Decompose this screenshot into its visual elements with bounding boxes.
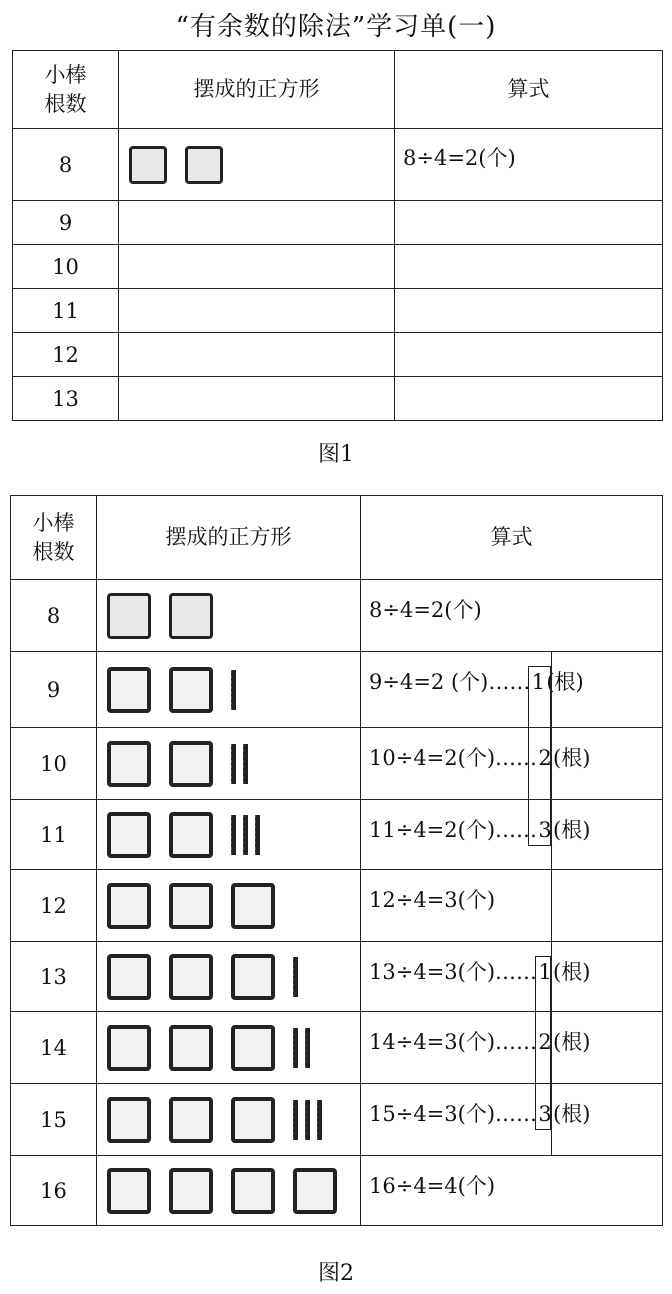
squares-cell — [97, 1156, 361, 1226]
stick-count-cell: 9 — [13, 201, 119, 245]
header-formula: 算式 — [395, 51, 663, 129]
table-row — [13, 289, 663, 333]
remainder-unit: (根) — [553, 1102, 591, 1126]
square-of-sticks-icon — [107, 1168, 151, 1214]
square-of-sticks-icon — [169, 741, 213, 787]
formula-cell — [395, 333, 663, 377]
squares-cell — [97, 652, 361, 728]
formula-cell — [361, 800, 663, 870]
stick-count-cell: 9 — [11, 652, 97, 728]
square-of-sticks-icon — [107, 667, 151, 713]
formula-cell — [361, 942, 663, 1012]
square-of-sticks-icon — [231, 1097, 275, 1143]
table-row — [11, 652, 663, 728]
squares-cell — [119, 289, 395, 333]
square-of-sticks-icon — [185, 146, 223, 184]
squares-cell — [119, 201, 395, 245]
squares-cell — [97, 942, 361, 1012]
remainder-value: 1 — [531, 670, 546, 694]
square-of-sticks-icon — [293, 1168, 337, 1214]
formula-text: 15÷4=3(个)…… — [369, 1102, 538, 1126]
square-of-sticks-icon — [169, 812, 213, 858]
table-row — [11, 1084, 663, 1156]
formula-text: 13÷4=3(个)…… — [369, 960, 538, 984]
figure-2-caption: 图2 — [318, 1261, 354, 1286]
squares-cell — [119, 245, 395, 289]
stick-count-cell: 16 — [11, 1156, 97, 1226]
squares-cell — [97, 800, 361, 870]
stick-icon — [293, 1100, 298, 1140]
remainder-value: 3 — [538, 1102, 552, 1126]
remainder-value: 1 — [538, 960, 552, 984]
square-of-sticks-icon — [107, 1025, 151, 1071]
stick-icon — [305, 1028, 310, 1068]
table-row — [11, 1012, 663, 1084]
square-of-sticks-icon — [129, 146, 167, 184]
stick-count-cell: 14 — [11, 1012, 97, 1084]
formula-cell — [395, 201, 663, 245]
formula-text: 9÷4=2 (个)…… — [369, 670, 531, 694]
header-formula: 算式 — [361, 496, 663, 580]
formula-text: 10÷4=2(个)…… — [369, 746, 538, 770]
squares-cell — [97, 870, 361, 942]
square-of-sticks-icon — [107, 593, 151, 639]
remainder-unit: (根) — [553, 960, 591, 984]
squares-cell — [97, 728, 361, 800]
stick-icon — [243, 815, 248, 855]
formula-cell — [361, 1156, 663, 1226]
squares-cell — [97, 580, 361, 652]
stick-icon — [255, 815, 260, 855]
square-of-sticks-icon — [169, 1097, 213, 1143]
worksheet-table-1 — [12, 50, 663, 421]
stick-count-cell: 10 — [13, 245, 119, 289]
remainder-value: 3 — [538, 818, 552, 842]
square-of-sticks-icon — [169, 593, 213, 639]
square-of-sticks-icon — [169, 1025, 213, 1071]
table-row — [13, 129, 663, 201]
squares-cell — [119, 129, 395, 201]
squares-cell — [97, 1012, 361, 1084]
figure-1-caption: 图1 — [318, 442, 354, 467]
stick-icon — [293, 957, 298, 997]
header-stick-count: 小棒 根数 — [13, 51, 119, 129]
stick-icon — [231, 670, 236, 710]
square-of-sticks-icon — [231, 1168, 275, 1214]
square-of-sticks-icon — [231, 883, 275, 929]
square-of-sticks-icon — [169, 1168, 213, 1214]
square-of-sticks-icon — [107, 741, 151, 787]
table-row — [13, 201, 663, 245]
stick-icon — [231, 744, 236, 784]
table-row — [11, 580, 663, 652]
stick-icon — [243, 744, 248, 784]
squares-cell — [119, 377, 395, 421]
stick-count-cell: 12 — [11, 870, 97, 942]
stick-count-cell: 11 — [13, 289, 119, 333]
square-of-sticks-icon — [169, 883, 213, 929]
formula-cell — [361, 1084, 663, 1156]
stick-icon — [305, 1100, 310, 1140]
squares-cell — [97, 1084, 361, 1156]
table-row — [11, 800, 663, 870]
stick-count-cell: 15 — [11, 1084, 97, 1156]
formula-cell — [361, 870, 663, 942]
squares-cell — [119, 333, 395, 377]
remainder-unit: (根) — [553, 1030, 591, 1054]
table-row — [11, 942, 663, 1012]
worksheet-title: “有余数的除法”学习单(一) — [175, 12, 497, 42]
stick-count-cell: 13 — [13, 377, 119, 421]
formula-text: 16÷4=4(个) — [369, 1174, 496, 1198]
formula-cell — [361, 728, 663, 800]
square-of-sticks-icon — [169, 954, 213, 1000]
table-row — [11, 728, 663, 800]
remainder-unit: (根) — [546, 670, 584, 694]
table-row — [13, 377, 663, 421]
stick-icon — [293, 1028, 298, 1068]
square-of-sticks-icon — [107, 883, 151, 929]
formula-text: 8÷4=2(个) — [403, 146, 516, 170]
remainder-value: 2 — [538, 1030, 552, 1054]
remainder-value: 2 — [538, 746, 552, 770]
stick-count-cell: 8 — [11, 580, 97, 652]
formula-cell — [395, 289, 663, 333]
table-row — [11, 1156, 663, 1226]
stick-icon — [231, 815, 236, 855]
table-row — [11, 870, 663, 942]
remainder-column-divider — [551, 652, 552, 1156]
square-of-sticks-icon — [107, 1097, 151, 1143]
square-of-sticks-icon — [231, 1025, 275, 1071]
header-squares: 摆成的正方形 — [119, 51, 395, 129]
stick-count-cell: 11 — [11, 800, 97, 870]
table-row — [13, 245, 663, 289]
formula-text: 8÷4=2(个) — [369, 598, 482, 622]
formula-text: 12÷4=3(个) — [369, 888, 496, 912]
remainder-unit: (根) — [553, 818, 591, 842]
square-of-sticks-icon — [231, 954, 275, 1000]
formula-cell — [361, 652, 663, 728]
square-of-sticks-icon — [107, 812, 151, 858]
stick-count-cell: 10 — [11, 728, 97, 800]
formula-text: 11÷4=2(个)…… — [369, 818, 538, 842]
stick-count-cell: 8 — [13, 129, 119, 201]
stick-count-cell: 13 — [11, 942, 97, 1012]
header-stick-count: 小棒 根数 — [11, 496, 97, 580]
square-of-sticks-icon — [107, 954, 151, 1000]
header-squares: 摆成的正方形 — [97, 496, 361, 580]
stick-count-cell: 12 — [13, 333, 119, 377]
worksheet-table-2 — [10, 495, 663, 1226]
formula-text: 14÷4=3(个)…… — [369, 1030, 538, 1054]
square-of-sticks-icon — [169, 667, 213, 713]
formula-cell — [395, 245, 663, 289]
formula-cell — [395, 129, 663, 201]
remainder-unit: (根) — [553, 746, 591, 770]
stick-icon — [317, 1100, 322, 1140]
formula-cell — [395, 377, 663, 421]
table-row — [13, 333, 663, 377]
formula-cell — [361, 580, 663, 652]
formula-cell — [361, 1012, 663, 1084]
